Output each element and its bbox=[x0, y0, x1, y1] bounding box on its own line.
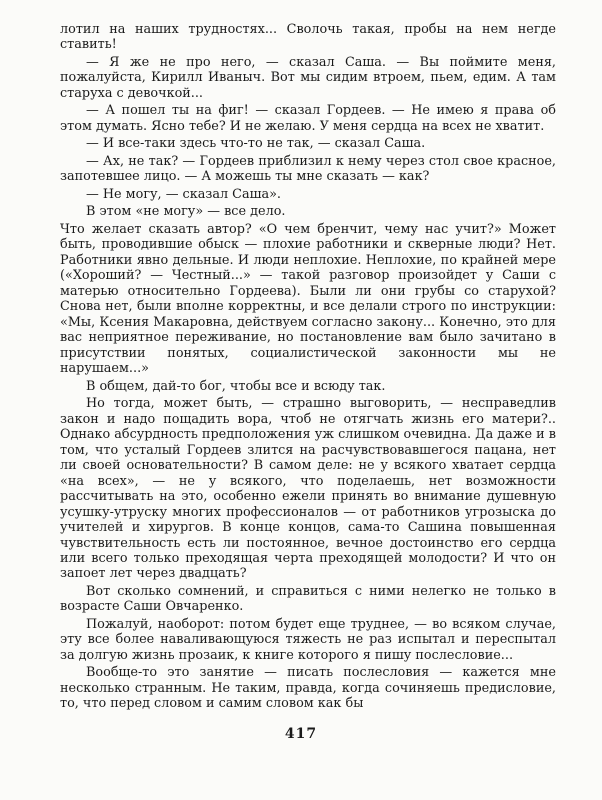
paragraph: лотил на наших трудностях... Сволочь такая, пробы на нем негде ставить! bbox=[60, 22, 556, 53]
paragraph: Вот сколько сомнений, и справиться с ними нелегко не только в возрасте Саши Овчаренко. bbox=[60, 583, 556, 615]
paragraph: — Не могу, — сказал Саша». bbox=[86, 186, 282, 202]
paragraph: — А пошел ты на фиг! — сказал Гордеев. — Не имею я права об этом думать. Ясно тебе? И не желаю. У меня сердца на всех не хватит. bbox=[60, 103, 556, 134]
page-number: 417 bbox=[284, 726, 318, 742]
paragraph: — Я же не про него, — сказал Саша. — Вы поймите меня, пожалуйста, Кирилл Иваныч. Вот мы сидим втроем, пьем, едим. А там старуха с девочкой... bbox=[60, 54, 556, 101]
paragraph: В общем, дай-то бог, чтобы все и всюду так. bbox=[86, 378, 386, 394]
paragraph: — Ах, не так? — Гордеев приблизил к нему через стол свое красное, запотевшее лицо. — А можешь ты мне сказать — как? bbox=[60, 153, 556, 185]
paragraph: — И все-таки здесь что-то не так, — сказал Саша. bbox=[86, 136, 426, 152]
paragraph: В этом «не могу» — все дело. bbox=[86, 204, 286, 220]
paragraph: Вообще-то это занятие — писать послесловия — кажется мне несколько странным. Не таким, правда, когда сочиняешь предисловие, то, что перед словом и самим словом как бы bbox=[60, 665, 556, 712]
paragraph: Что желает сказать автор? «О чем бренчит, чему нас учит?» Может быть, проводившие обыск — плохие работники и скверные люди? Нет. Работники явно дельные. И люди неплохие. Неплохие, по крайней мере («Хороший? — Честный...» — такой разговор произойдет у Саши с матерью относительно Гордеева). Были ли они грубы со старухой? Снова нет, были вполне корректны, и все делали строго по инструкции: «Мы, Ксения Макаровна, действуем согласно закону... Конечно, это для вас неприятное переживание, но постановление вам было зачитано в присутствии понятых, социалистической законности мы не нарушаем...» bbox=[60, 221, 556, 377]
page-text-column bbox=[60, 22, 556, 714]
paragraph: Но тогда, может быть, — страшно выговорить, — несправедлив закон и надо пощадить вора, чтоб не отягчать жизнь его матери?.. Однако абсурдность предположения уж слишком очевидна. Да даже и в том, что усталый Гордеев злится на расчувствовавшегося пацана, нет ли своей основательности? В самом деле: не у всякого хватает сердца «на всех», — не у всякого, что поделаешь, нет возможности рассчитывать на это, особенно ежели принять во внимание душевную усушку-утруску многих профессионалов — от работников угрозыска до учителей и хирургов. В конце концов, сама-то Сашина повышенная чувствительность есть ли постоянное, вечное достоинство его сердца или всего только преходящая черта преходящей молодости? И что он запоет лет через двадцать? bbox=[60, 396, 556, 582]
paragraph: Пожалуй, наоборот: потом будет еще труднее, — во всяком случае, эту все более наваливающуюся тяжесть не раз испытал и переспытал за долгую жизнь прозаик, к книге которого я пишу послесловие... bbox=[60, 616, 556, 663]
